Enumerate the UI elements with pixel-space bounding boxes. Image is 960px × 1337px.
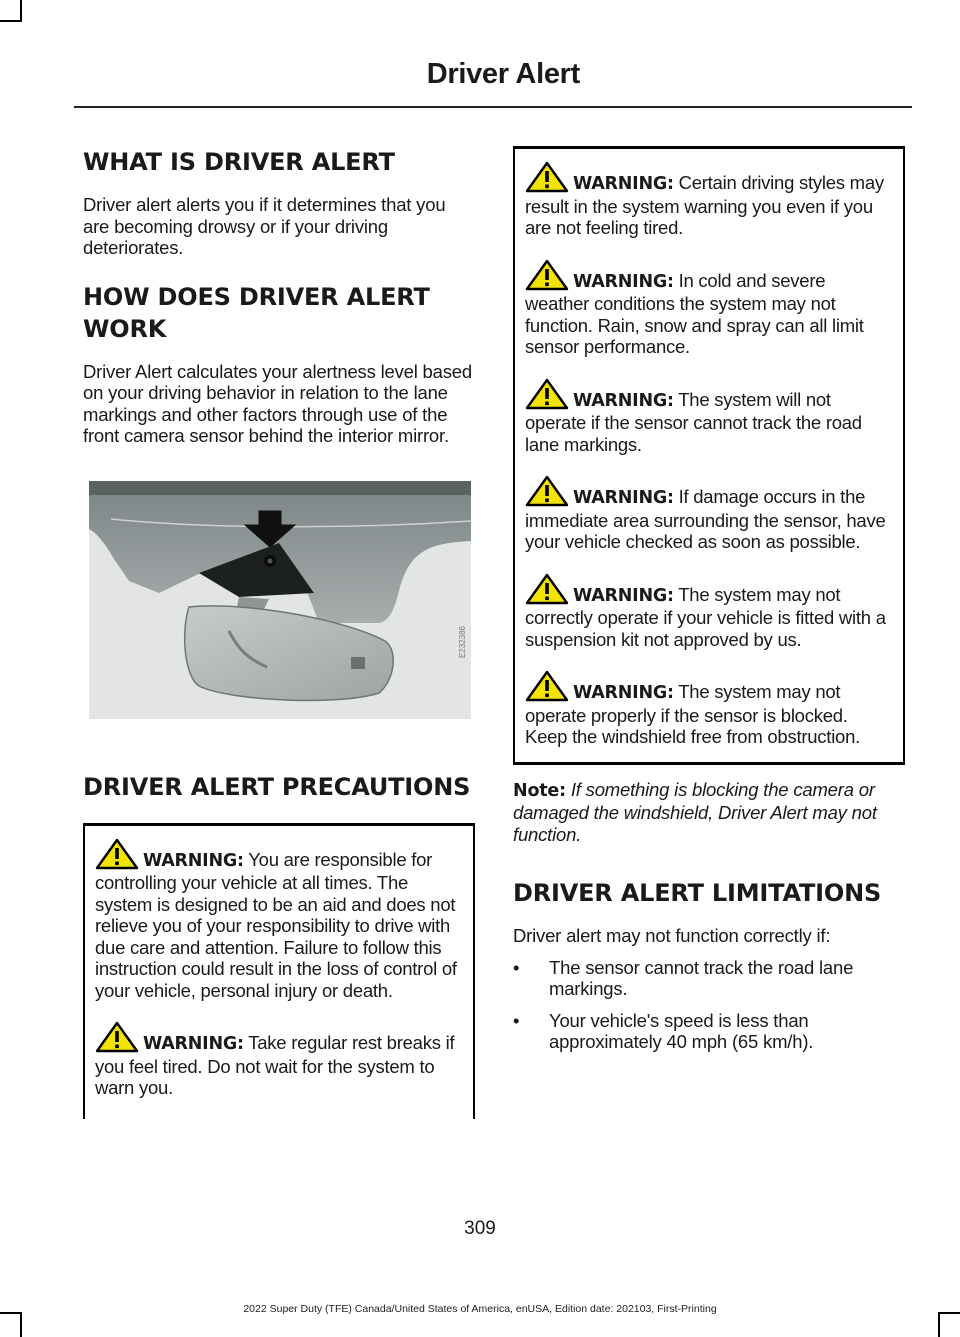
warning-text: Take regular rest breaks if you feel tired. Do not wait for the system to warn you. xyxy=(95,1032,455,1098)
list-item-text: Your vehicle's speed is less than approximately 40 mph (65 km/h). xyxy=(549,1009,814,1052)
warning-item xyxy=(525,475,893,553)
bullet-icon: • xyxy=(513,956,520,978)
warning-text: In cold and severe weather conditions the system may not function. Rain, snow and spray can all limit sensor performance. xyxy=(525,269,864,357)
warning-text: The system will not operate if the sensor cannot track the road lane markings. xyxy=(525,388,862,455)
warning-label: WARNING: xyxy=(143,1034,244,1054)
limitations-list xyxy=(513,957,905,1053)
header-rule xyxy=(74,106,912,108)
warning-label: WARNING: xyxy=(573,683,674,703)
warning-triangle-icon xyxy=(525,378,569,410)
crop-mark xyxy=(0,20,22,22)
right-column xyxy=(513,146,905,1063)
warning-triangle-icon xyxy=(525,475,569,507)
bullet-icon: • xyxy=(513,1009,520,1031)
what-is-body: Driver alert alerts you if it determines that you are becoming drowsy or if your driving deteriorates. xyxy=(83,194,446,258)
crop-mark xyxy=(938,1312,940,1337)
how-body: Driver Alert calculates your alertness level based on your driving behavior in relation to the lane markings and other factors through use of the front camera sensor behind the interior mirror. xyxy=(83,360,472,446)
warning-triangle-icon xyxy=(95,838,139,870)
limitations-heading: DRIVER ALERT LIMITATIONS xyxy=(513,879,882,907)
how-heading-line1: HOW DOES DRIVER ALERT xyxy=(83,282,430,311)
warning-text: If damage occurs in the immediate area surrounding the sensor, have your vehicle checked as soon as possible. xyxy=(525,486,886,552)
warning-text: The system may not correctly operate if your vehicle is fitted with a suspension kit not approved by us. xyxy=(525,583,886,650)
warning-label: WARNING: xyxy=(573,174,674,194)
warning-item xyxy=(525,670,893,748)
page-title: Driver Alert xyxy=(426,58,580,90)
crop-mark xyxy=(20,0,22,22)
warning-text: The system may not operate properly if the sensor is blocked. Keep the windshield free from obstruction. xyxy=(525,681,861,747)
warning-triangle-icon xyxy=(525,259,569,291)
edition-footer: 2022 Super Duty (TFE) Canada/United States of America, enUSA, Edition date: 202103, First-Printing xyxy=(243,1303,717,1315)
note-label: Note: xyxy=(513,780,566,801)
warning-label: WARNING: xyxy=(573,488,674,508)
figure-code: E232386 xyxy=(458,626,467,659)
warning-item xyxy=(95,1021,463,1119)
list-item-text: The sensor cannot track the road lane markings. xyxy=(549,956,854,999)
mirror-camera-illustration xyxy=(89,481,471,719)
precautions-heading: DRIVER ALERT PRECAUTIONS xyxy=(83,772,471,801)
list-item xyxy=(513,1010,905,1053)
left-column xyxy=(83,146,475,1119)
list-item xyxy=(513,957,905,1000)
warning-item xyxy=(95,838,463,1002)
warning-item xyxy=(525,573,893,651)
note xyxy=(513,779,905,846)
crop-mark xyxy=(20,1312,22,1337)
note-text: If something is blocking the camera or damaged the windshield, Driver Alert may not function. xyxy=(513,778,877,845)
warning-item xyxy=(525,259,893,358)
warning-label: WARNING: xyxy=(573,585,674,606)
how-heading-line2: WORK xyxy=(83,314,167,343)
warning-label: WARNING: xyxy=(143,850,244,871)
warning-triangle-icon xyxy=(525,670,569,702)
warning-item xyxy=(525,378,893,456)
warning-label: WARNING: xyxy=(573,390,674,411)
warning-triangle-icon xyxy=(525,161,569,193)
warning-item xyxy=(525,161,893,239)
warning-triangle-icon xyxy=(525,573,569,605)
page-number: 309 xyxy=(464,1218,496,1239)
warning-text: You are responsible for controlling your vehicle at all times. The system is designed to be an aid and does not relieve you of your responsibility to drive with due care and attention. Failure to follow this instruction could result in the loss of control of your vehicle, personal injury or death. xyxy=(95,848,457,1001)
limitations-intro: Driver alert may not function correctly if: xyxy=(513,925,831,946)
warning-label: WARNING: xyxy=(573,271,674,292)
warning-triangle-icon xyxy=(95,1021,139,1053)
warnings-box xyxy=(513,146,905,765)
warning-text: Certain driving styles may result in the system warning you even if you are not feeling tired. xyxy=(525,172,884,238)
what-is-heading: WHAT IS DRIVER ALERT xyxy=(83,148,395,176)
precautions-warning-box xyxy=(83,823,475,1119)
camera-sensor-figure xyxy=(89,481,471,719)
